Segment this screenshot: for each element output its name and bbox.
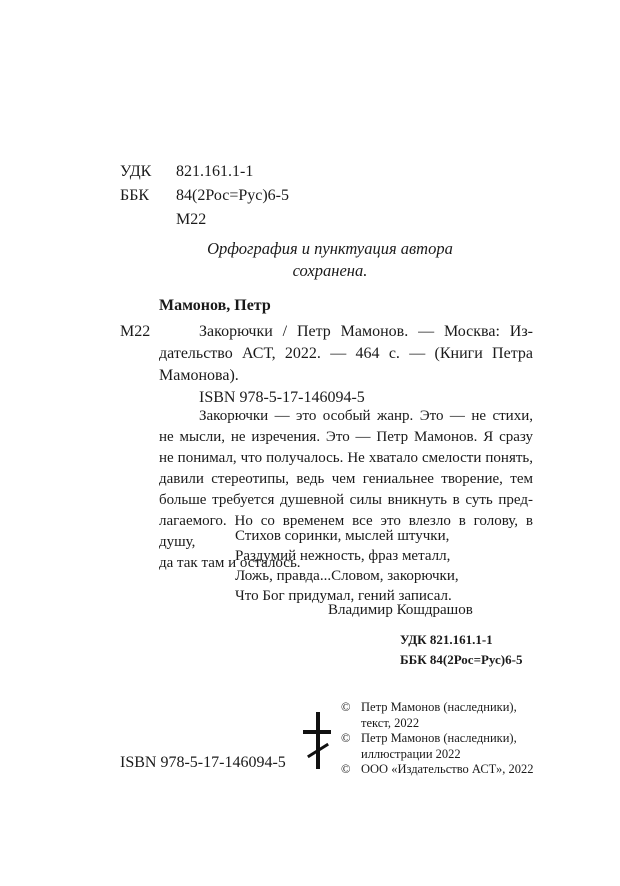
poem-line: Что Бог придумал, гений записал. xyxy=(235,588,452,604)
copyright-text: иллюстрации 2022 xyxy=(361,746,461,761)
annotation-line: не мысли, не изречения. Это — Петр Мамонов. Я сразу xyxy=(159,429,533,445)
biblio-line: Мамонова). xyxy=(159,367,239,384)
udk-label: УДК xyxy=(120,163,152,180)
copyright-entry xyxy=(341,762,541,778)
copyright-icon: © xyxy=(341,700,351,714)
copyright-text: Петр Мамонов (наследники), xyxy=(361,700,517,714)
copyright-block xyxy=(341,700,541,778)
isbn-line: ISBN 978-5-17-146094-5 xyxy=(199,389,365,406)
bottom-udk: УДК 821.161.1-1 xyxy=(400,632,493,647)
spelling-note-line: сохранена. xyxy=(292,261,368,280)
bbk-value: 84(2Рос=Рус)6-5 xyxy=(176,187,290,204)
poem-line: Стихов соринки, мыслей штучки, xyxy=(235,528,450,544)
spelling-note-line: Орфография и пунктуация автора xyxy=(207,239,453,258)
isbn-bottom: ISBN 978-5-17-146094-5 xyxy=(120,754,286,771)
index-mark: М22 xyxy=(120,323,151,340)
author-mark: М22 xyxy=(176,211,207,228)
annotation-line: больше требуется душевной силы вникнуть в суть пред- xyxy=(159,492,533,508)
copyright-text: ООО «Издательство АСТ», 2022 xyxy=(361,762,534,776)
copyright-entry xyxy=(341,700,541,731)
biblio-line: Закорючки / Петр Мамонов. — Москва: Из- xyxy=(199,323,533,340)
bottom-bbk: ББК 84(2Рос=Рус)6-5 xyxy=(400,652,523,667)
poem-line: Раздумий нежность, фраз металл, xyxy=(235,548,451,564)
biblio-line: дательство АСТ, 2022. — 464 с. — (Книги Петра xyxy=(159,345,533,362)
annotation-line: давили стереотипы, ведь чем гениальнее творение, тем xyxy=(159,471,533,487)
annotation-line: Закорючки — это особый жанр. Это — не стихи, xyxy=(199,408,533,424)
annotation-line: да так там и осталось. xyxy=(159,555,301,571)
copyright-icon: © xyxy=(341,762,351,776)
bbk-label: ББК xyxy=(120,187,150,204)
copyright-entry xyxy=(341,731,541,762)
bottom-codes xyxy=(400,630,522,670)
bibliographic-description xyxy=(159,321,533,409)
annotation-line: не понимал, что получалось. Не хватало смелости понять, xyxy=(159,450,533,466)
poem xyxy=(235,526,459,606)
spelling-note xyxy=(120,238,540,282)
copyright-text: текст, 2022 xyxy=(361,715,420,730)
copyright-text: Петр Мамонов (наследники), xyxy=(361,731,517,745)
poem-line: Ложь, правда...Словом, закорючки, xyxy=(235,568,459,584)
copyright-icon: © xyxy=(341,731,351,745)
poem-signature: Владимир Кошдрашов xyxy=(328,602,473,618)
udk-value: 821.161.1-1 xyxy=(176,163,254,180)
annotation-line: лагаемого. Но со временем все это влезло в голову, в душу, xyxy=(159,513,533,550)
author-heading: Мамонов, Петр xyxy=(159,297,271,314)
